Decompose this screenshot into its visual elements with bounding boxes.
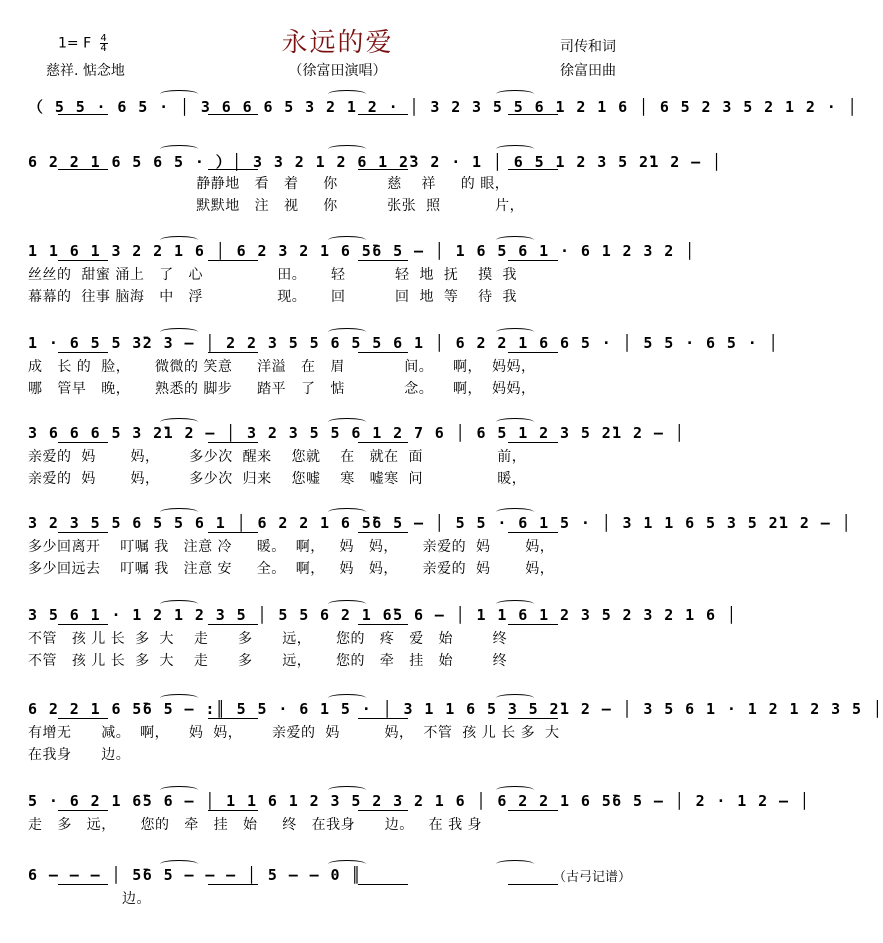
beam-underline <box>508 169 558 170</box>
slur-mark <box>328 694 366 702</box>
lyric-line: 不管 孩 儿 长 多 大 走 多 远， 您的 疼 爱 始 终 <box>28 631 508 647</box>
slur-mark <box>328 786 366 794</box>
slur-mark <box>496 508 534 516</box>
singer-credit: （徐富田演唱） <box>288 63 387 79</box>
beam-underline <box>58 624 108 625</box>
notation-system <box>28 418 686 490</box>
beam-underline <box>508 810 558 811</box>
beam-underline <box>208 532 258 533</box>
notation-line <box>28 145 723 173</box>
beam-underline <box>358 810 408 811</box>
slur-mark <box>160 90 198 98</box>
slur-mark <box>160 786 198 794</box>
beam-underline <box>58 352 108 353</box>
notation-line <box>28 418 686 446</box>
notation-system <box>28 145 723 217</box>
jianpu-notes: 1 · 6 5 5 3̄2 3 — │ 2 2 3 5 5 6 5 5 6 1 │ 6 2 2 1 6 6 5 · │ 5 5 · 6 5 · │ <box>28 334 780 352</box>
notation-line <box>28 786 811 814</box>
slur-mark <box>496 418 534 426</box>
slur-mark <box>160 418 198 426</box>
beam-underline <box>508 718 558 719</box>
slur-mark <box>160 860 198 868</box>
lyric-line: 走 多 远， 您的 牵 挂 始 终 在我身 边。 在 我 身 <box>28 817 483 833</box>
beam-underline <box>208 169 258 170</box>
beam-underline <box>358 260 408 261</box>
jianpu-notes: 6 2 2 1 6 5̄6 5 — :║ 5 5 · 6 1 5 · │ 3 1 1 6 5 3 5 2̄1 2 — │ 3 5 6 1 · 1 2 1 2 3 5 │ <box>28 700 883 718</box>
meter-top: 4 <box>100 33 107 44</box>
beam-underline <box>58 810 108 811</box>
beam-underline <box>208 114 258 115</box>
transcriber-credit: （古弓记谱） <box>552 870 631 885</box>
notation-line <box>28 90 858 118</box>
jianpu-notes: 3 2 3 5 5 6 5 5 6 1 │ 6 2 2 1 6 5̄6 5 — │ 5 5 · 6 1 5 · │ 3 1 1 6 5 3 5 2̄1 2 — │ <box>28 514 853 532</box>
notation-system <box>28 328 780 400</box>
beam-underline <box>358 532 408 533</box>
lyric-line: 有增无 减。 啊， 妈 妈， 亲爱的 妈 妈， 不管 孩 儿 长 多 大 <box>28 725 560 741</box>
jianpu-notes: 3 6 6 6 5 3 2̄1 2 — │ 3 2 3 5 5 6 1 2 7 6 │ 6 5 1 2 3 5 2̄1 2 — │ <box>28 424 686 442</box>
lyric-line: 边。 <box>28 891 152 907</box>
jianpu-notes: 1 1 6 1 3 2 2 1 6 │ 6 2 3 2 1 6 5̄6 5 — │ 1 6 5 6 1 · 6 1 2 3 2 │ <box>28 242 696 260</box>
slur-mark <box>160 508 198 516</box>
beam-underline <box>508 114 558 115</box>
slur-mark <box>160 236 198 244</box>
slur-mark <box>496 786 534 794</box>
slur-mark <box>496 600 534 608</box>
beam-underline <box>58 884 108 885</box>
notation-system <box>28 236 696 308</box>
beam-underline <box>508 884 558 885</box>
beam-underline <box>358 169 408 170</box>
slur-mark <box>496 236 534 244</box>
notation-line <box>28 694 883 722</box>
lyric-line: 成 长 的 脸， 微微的 笑意 洋溢 在 眉 间。 啊， 妈妈， <box>28 359 536 375</box>
beam-underline <box>208 884 258 885</box>
beam-underline <box>58 532 108 533</box>
beam-underline <box>508 260 558 261</box>
slur-mark <box>328 90 366 98</box>
slur-mark <box>328 236 366 244</box>
notation-system <box>28 786 811 858</box>
notation-system <box>28 600 738 672</box>
beam-underline <box>358 624 408 625</box>
slur-mark <box>496 90 534 98</box>
lyric-line: 在我身 边。 <box>28 747 131 763</box>
beam-underline <box>208 624 258 625</box>
lyric-line <box>28 836 648 858</box>
beam-underline <box>58 442 108 443</box>
jianpu-notes: 5 · 6 2 1 6̄5 6 — │ 1 1 6 1 2 3 5 2 3 2 1 6 │ 6 2 2 1 6 5̄6 5 — │ 2 · 1 2 — │ <box>28 792 811 810</box>
lyric-line: 亲爱的 妈 妈， 多少次 醒来 您就 在 就在 面 前， <box>28 449 527 465</box>
notation-line <box>28 600 738 628</box>
beam-underline <box>208 718 258 719</box>
notation-line <box>28 328 780 356</box>
key-label: 1= F <box>58 35 92 52</box>
lyric-line: 不管 孩 儿 长 多 大 走 多 远， 您的 牵 挂 始 终 <box>28 653 508 669</box>
beam-underline <box>208 442 258 443</box>
slur-mark <box>496 328 534 336</box>
song-title: 永远的爱 <box>281 28 394 58</box>
beam-underline <box>208 810 258 811</box>
beam-underline <box>58 718 108 719</box>
beam-underline <box>358 352 408 353</box>
beam-underline <box>508 624 558 625</box>
slur-mark <box>328 860 366 868</box>
lyric-line: 多少回离开 叮嘱 我 注意 冷 暖。 啊， 妈 妈， 亲爱的 妈 妈， <box>28 539 555 555</box>
notation-system <box>28 90 858 118</box>
jianpu-notes: 3 5 6 1 · 1 2 1 2 3 5 │ 5 5 6 2 1 6̄5 6 — │ 1 1 6 1 2 3 5 2 3 2 1 6 │ <box>28 606 738 624</box>
lyricist-credit: 司传和词 <box>560 39 616 55</box>
notation-line <box>28 236 696 264</box>
beam-underline <box>208 352 258 353</box>
jianpu-notes: 6 2 2 1 6 5 6 5 · ）│ 3 3 2 1 2 6 1 2̄3 2 · 1 │ 6 5 1 2 3 5 2̄1 2 — │ <box>28 153 723 171</box>
slur-mark <box>160 600 198 608</box>
slur-mark <box>496 145 534 153</box>
beam-underline <box>358 718 408 719</box>
beam-underline <box>508 532 558 533</box>
beam-underline <box>358 442 408 443</box>
slur-mark <box>328 145 366 153</box>
lyric-line: 默默地 注 视 你 张张 照 片， <box>28 198 525 214</box>
meter-bottom: 4 <box>100 43 107 54</box>
lyric-line: 静静地 看 着 你 慈 祥 的 眼， <box>28 176 510 192</box>
slur-mark <box>496 860 534 868</box>
slur-mark <box>160 694 198 702</box>
beam-underline <box>58 114 108 115</box>
tempo-expression: 慈祥. 惦念地 <box>46 63 125 79</box>
notation-system <box>28 508 853 580</box>
slur-mark <box>328 600 366 608</box>
beam-underline <box>508 442 558 443</box>
notation-system <box>28 694 883 766</box>
lyric-line: 丝丝的 甜蜜 涌上 了 心 田。 轻 轻 地 抚 摸 我 <box>28 267 518 283</box>
beam-underline <box>508 352 558 353</box>
slur-mark <box>160 328 198 336</box>
jianpu-notes: 6 — — — │ 5̄6 5 — — — │ 5 — — 0 ║ <box>28 866 362 884</box>
beam-underline <box>58 260 108 261</box>
beam-underline <box>58 169 108 170</box>
beam-underline <box>358 884 408 885</box>
slur-mark <box>328 328 366 336</box>
lyric-line: 亲爱的 妈 妈， 多少次 归来 您嘘 寒 嘘寒 问 暖， <box>28 471 527 487</box>
slur-mark <box>328 418 366 426</box>
lyric-line: 多少回远去 叮嘱 我 注意 安 全。 啊， 妈 妈， 亲爱的 妈 妈， <box>28 561 555 577</box>
composer-credit: 徐富田曲 <box>560 63 616 79</box>
beam-underline <box>358 114 408 115</box>
beam-underline <box>208 260 258 261</box>
slur-mark <box>496 694 534 702</box>
jianpu-notes: （ 5 5 · 6 5 · │ 3 6 6 6 5 3 2 1 2 · │ 3 2 3 5 5 6 1 2 1 6 │ 6 5 2 3 5 2 1 2 · │ <box>28 98 858 116</box>
slur-mark <box>328 508 366 516</box>
notation-line <box>28 508 853 536</box>
lyric-line: 哪 管早 晚， 熟悉的 脚步 踏平 了 惦 念。 啊， 妈妈， <box>28 381 536 397</box>
lyric-line: 幕幕的 往事 脑海 中 浮 现。 回 回 地 等 待 我 <box>28 289 518 305</box>
slur-mark <box>160 145 198 153</box>
